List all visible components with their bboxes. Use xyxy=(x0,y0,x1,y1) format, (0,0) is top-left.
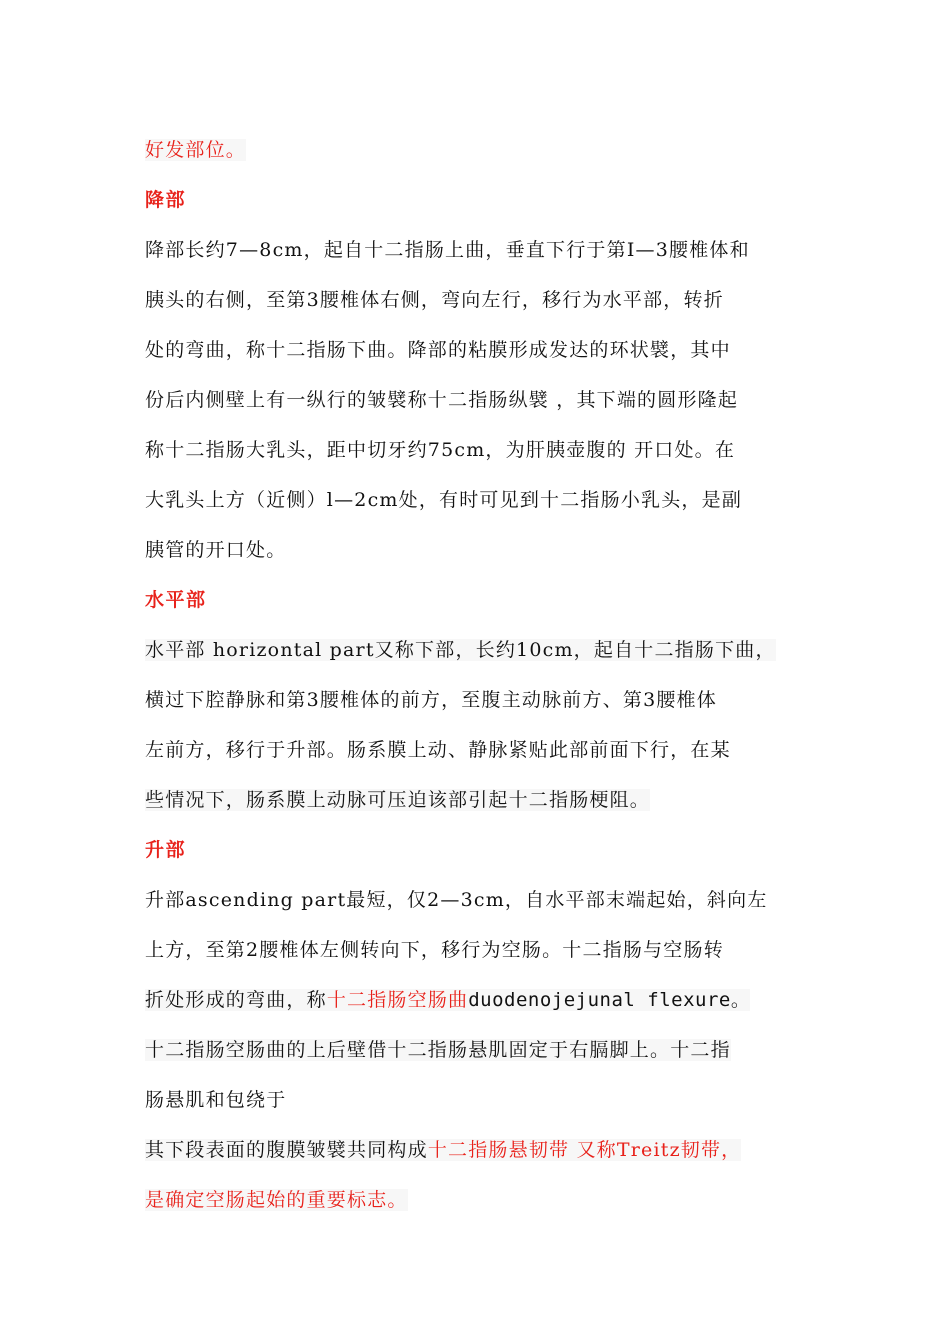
section-heading-descending: 降部 xyxy=(145,189,187,211)
text-line: 处的弯曲，称十二指肠下曲。降部的粘膜形成发达的环状襞，其中 xyxy=(145,339,731,361)
text-line: 肠悬肌和包绕于 xyxy=(145,1089,287,1111)
text-span: 其下段表面的腹膜皱襞共同构成 xyxy=(145,1139,428,1161)
highlighted-term: 十二指肠空肠曲 xyxy=(326,989,469,1011)
text-line: 横过下腔静脉和第3腰椎体的前方，至腹主动脉前方、第3腰椎体 xyxy=(145,689,717,711)
latin-term: duodenojejunal flexure。 xyxy=(468,989,751,1011)
text-line xyxy=(145,975,750,1025)
text-span: 水平部 horizontal part又称下部，长约10cm，起自十二指肠下曲， xyxy=(145,639,776,661)
text-line xyxy=(145,1125,741,1175)
text-line xyxy=(145,125,246,175)
text-line xyxy=(145,1025,731,1075)
text-line: 胰头的右侧，至第3腰椎体右侧，弯向左行，移行为水平部，转折 xyxy=(145,289,724,311)
text-line: 大乳头上方（近侧）l—2cm处，有时可见到十二指肠小乳头，是副 xyxy=(145,489,743,511)
text-line: 胰管的开口处。 xyxy=(145,539,287,561)
text-span: 好发部位。 xyxy=(145,139,247,161)
text-span: 折处形成的弯曲，称 xyxy=(145,989,327,1011)
text-line: 份后内侧壁上有一纵行的皱襞称十二指肠纵襞 ，其下端的圆形隆起 xyxy=(145,389,739,411)
text-line xyxy=(145,775,650,825)
text-line xyxy=(145,625,776,675)
text-span: 十二指肠空肠曲的上后壁借十二指肠悬肌固定于右膈脚上。十二指 xyxy=(145,1039,731,1061)
text-line: 左前方，移行于升部。肠系膜上动、静脉紧贴此部前面下行，在某 xyxy=(145,739,731,761)
text-line: 降部长约7—8cm，起自十二指肠上曲，垂直下行于第Ⅰ—3腰椎体和 xyxy=(145,239,750,261)
text-span: 些情况下，肠系膜上动脉可压迫该部引起十二指肠梗阻。 xyxy=(145,789,651,811)
section-heading-horizontal: 水平部 xyxy=(145,589,207,611)
highlighted-term: 是确定空肠起始的重要标志。 xyxy=(145,1189,408,1211)
highlighted-term: 十二指肠悬韧带 又称Treitz韧带， xyxy=(427,1139,742,1161)
text-line: 称十二指肠大乳头，距中切牙约75cm，为肝胰壶腹的 开口处。在 xyxy=(145,439,736,461)
text-line: 上方，至第2腰椎体左侧转向下，移行为空肠。十二指肠与空肠转 xyxy=(145,939,724,961)
text-line: 升部ascending part最短，仅2—3cm，自水平部末端起始，斜向左 xyxy=(145,889,768,911)
text-line xyxy=(145,1175,408,1225)
section-heading-ascending: 升部 xyxy=(145,839,187,861)
